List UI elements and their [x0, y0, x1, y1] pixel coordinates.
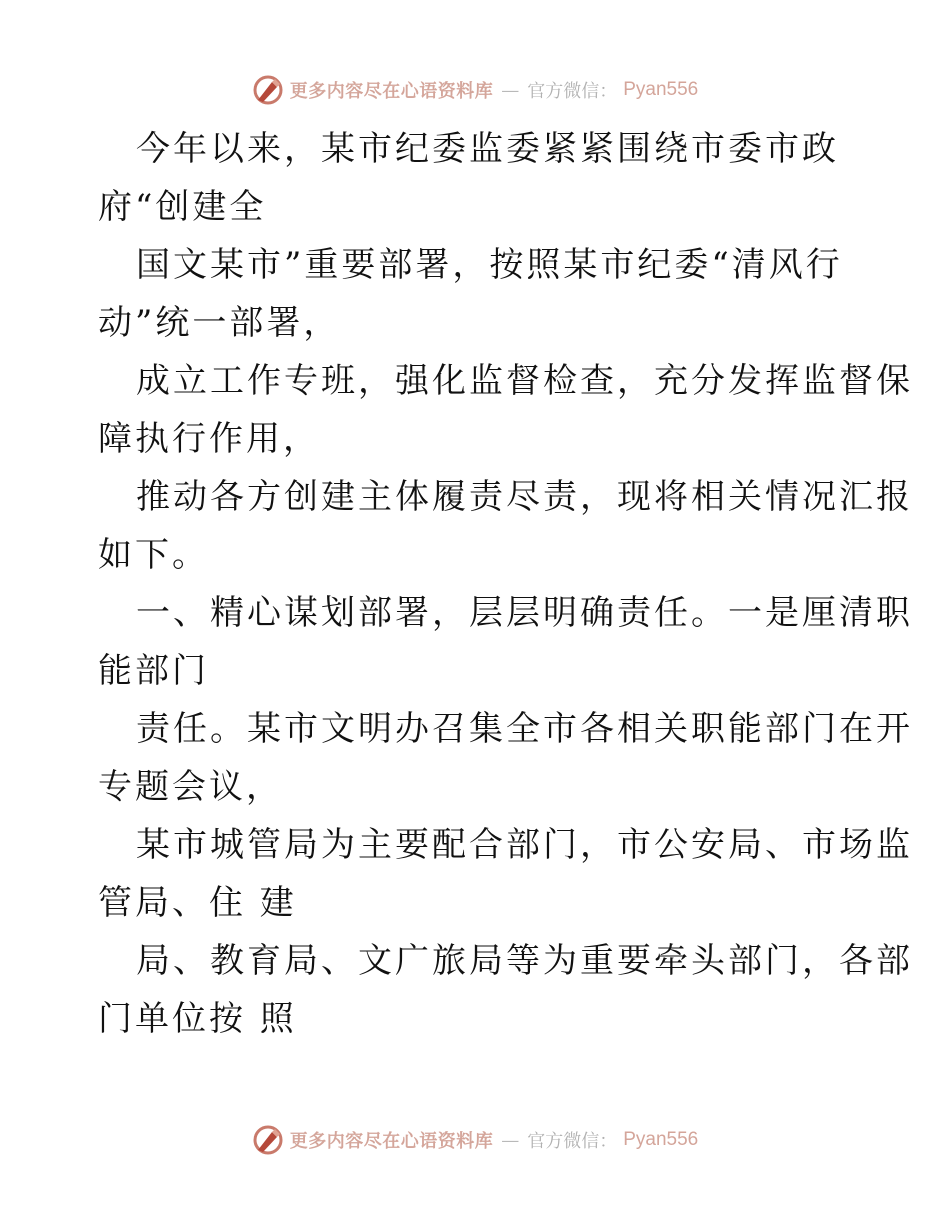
watermark-official-label: 官方微信： — [527, 1131, 618, 1152]
body-line: 专题会议， — [98, 767, 283, 807]
footer-watermark — [0, 1122, 950, 1158]
body-line: 国文某市”重要部署，按照某市纪委“清风行 — [136, 245, 843, 285]
watermark-dash: — — [501, 1129, 520, 1151]
watermark-official-label: 官方微信： — [527, 81, 618, 102]
body-line: 如下。 — [98, 535, 209, 575]
watermark-text: 更多内容尽在心语资料库 — [289, 1131, 494, 1152]
document-body — [98, 120, 913, 1048]
watermark-wechat-id: Pyan556 — [623, 79, 699, 100]
body-line: 今年以来，某市纪委监委紧紧围绕市委市政 — [136, 129, 839, 169]
body-line: 管局、住 建 — [98, 883, 297, 923]
body-line: 某市城管局为主要配合部门，市公安局、市场监 — [136, 825, 913, 865]
body-line: 门单位按 照 — [98, 999, 297, 1039]
body-line: 责任。某市文明办召集全市各相关职能部门在开 — [136, 709, 913, 749]
pen-logo-icon — [252, 74, 284, 106]
body-line: 能部门 — [98, 651, 209, 691]
watermark-text: 更多内容尽在心语资料库 — [289, 81, 494, 102]
body-line: 推动各方创建主体履责尽责，现将相关情况汇报 — [136, 477, 913, 517]
body-line: 动”统一部署， — [98, 303, 341, 343]
body-line: 府“创建全 — [98, 187, 267, 227]
header-watermark — [0, 72, 950, 108]
watermark-dash: — — [501, 79, 520, 101]
body-line: 局、教育局、文广旅局等为重要牵头部门，各部 — [136, 941, 913, 981]
body-line: 障执行作用， — [98, 419, 320, 459]
pen-logo-icon — [252, 1124, 284, 1156]
watermark-wechat-id: Pyan556 — [623, 1129, 699, 1150]
body-line: 一、精心谋划部署，层层明确责任。一是厘清职 — [136, 593, 913, 633]
body-line: 成立工作专班，强化监督检查，充分发挥监督保 — [136, 361, 913, 401]
